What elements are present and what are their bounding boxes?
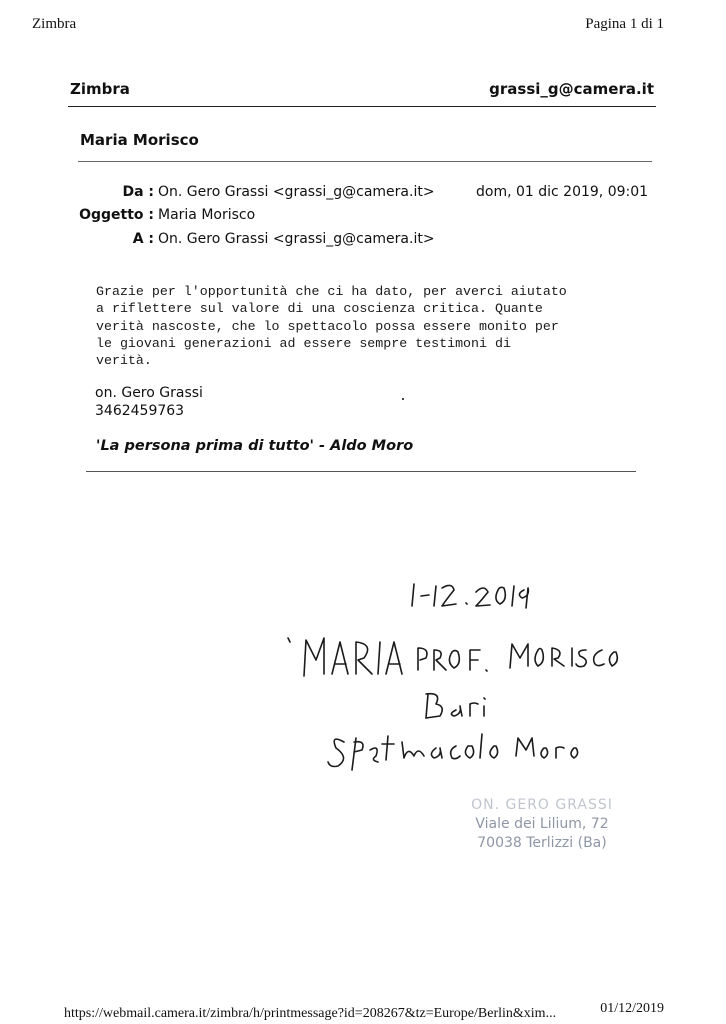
from-value: On. Gero Grassi <grassi_g@camera.it> — [158, 184, 435, 200]
from-label: Da : — [122, 184, 154, 200]
to-label: A : — [132, 231, 154, 247]
print-footer-url: https://webmail.camera.it/zimbra/h/printmessage?id=208267&tz=Europe/Berlin&xim... — [64, 1006, 557, 1021]
message-body: Grazie per l'opportunità che ci ha dato, per averci aiutato a riflettere sul valore di una coscienza critica. Quante verità nascoste, che lo spettacolo possa essere monito per le giovani generazioni ad essere sempre testimoni di verità. — [96, 284, 567, 369]
subject-label: Oggetto : — [79, 207, 154, 223]
stamp-line-name: ON. GERO GRASSI — [471, 797, 613, 813]
print-header-title: Zimbra — [32, 16, 77, 32]
signature-name: on. Gero Grassi — [95, 385, 203, 401]
subject-value: Maria Morisco — [158, 207, 256, 223]
handwritten-city — [426, 694, 485, 718]
message-date: dom, 01 dic 2019, 09:01 — [476, 184, 649, 200]
subject-divider — [78, 161, 652, 162]
to-value: On. Gero Grassi <grassi_g@camera.it> — [158, 231, 435, 247]
stray-dot — [402, 398, 404, 400]
signature-quote: 'La persona prima di tutto' - Aldo Moro — [96, 438, 414, 454]
stamp-line-city: 70038 Terlizzi (Ba) — [477, 835, 607, 851]
handwritten-name — [288, 638, 617, 676]
handwritten-note — [280, 570, 620, 780]
footer-divider — [86, 471, 636, 472]
handwritten-date — [412, 584, 528, 608]
address-stamp — [462, 796, 622, 853]
handwritten-event — [328, 734, 578, 770]
signature-phone: 3462459763 — [95, 403, 185, 419]
print-header-page-number: Pagina 1 di 1 — [585, 16, 664, 32]
app-name: Zimbra — [70, 80, 130, 98]
stamp-line-street: Viale dei Lilium, 72 — [475, 816, 609, 832]
header-divider — [68, 106, 656, 107]
account-email: grassi_g@camera.it — [489, 80, 654, 98]
print-footer-date: 01/12/2019 — [600, 1001, 664, 1016]
message-subject-title: Maria Morisco — [80, 131, 199, 149]
